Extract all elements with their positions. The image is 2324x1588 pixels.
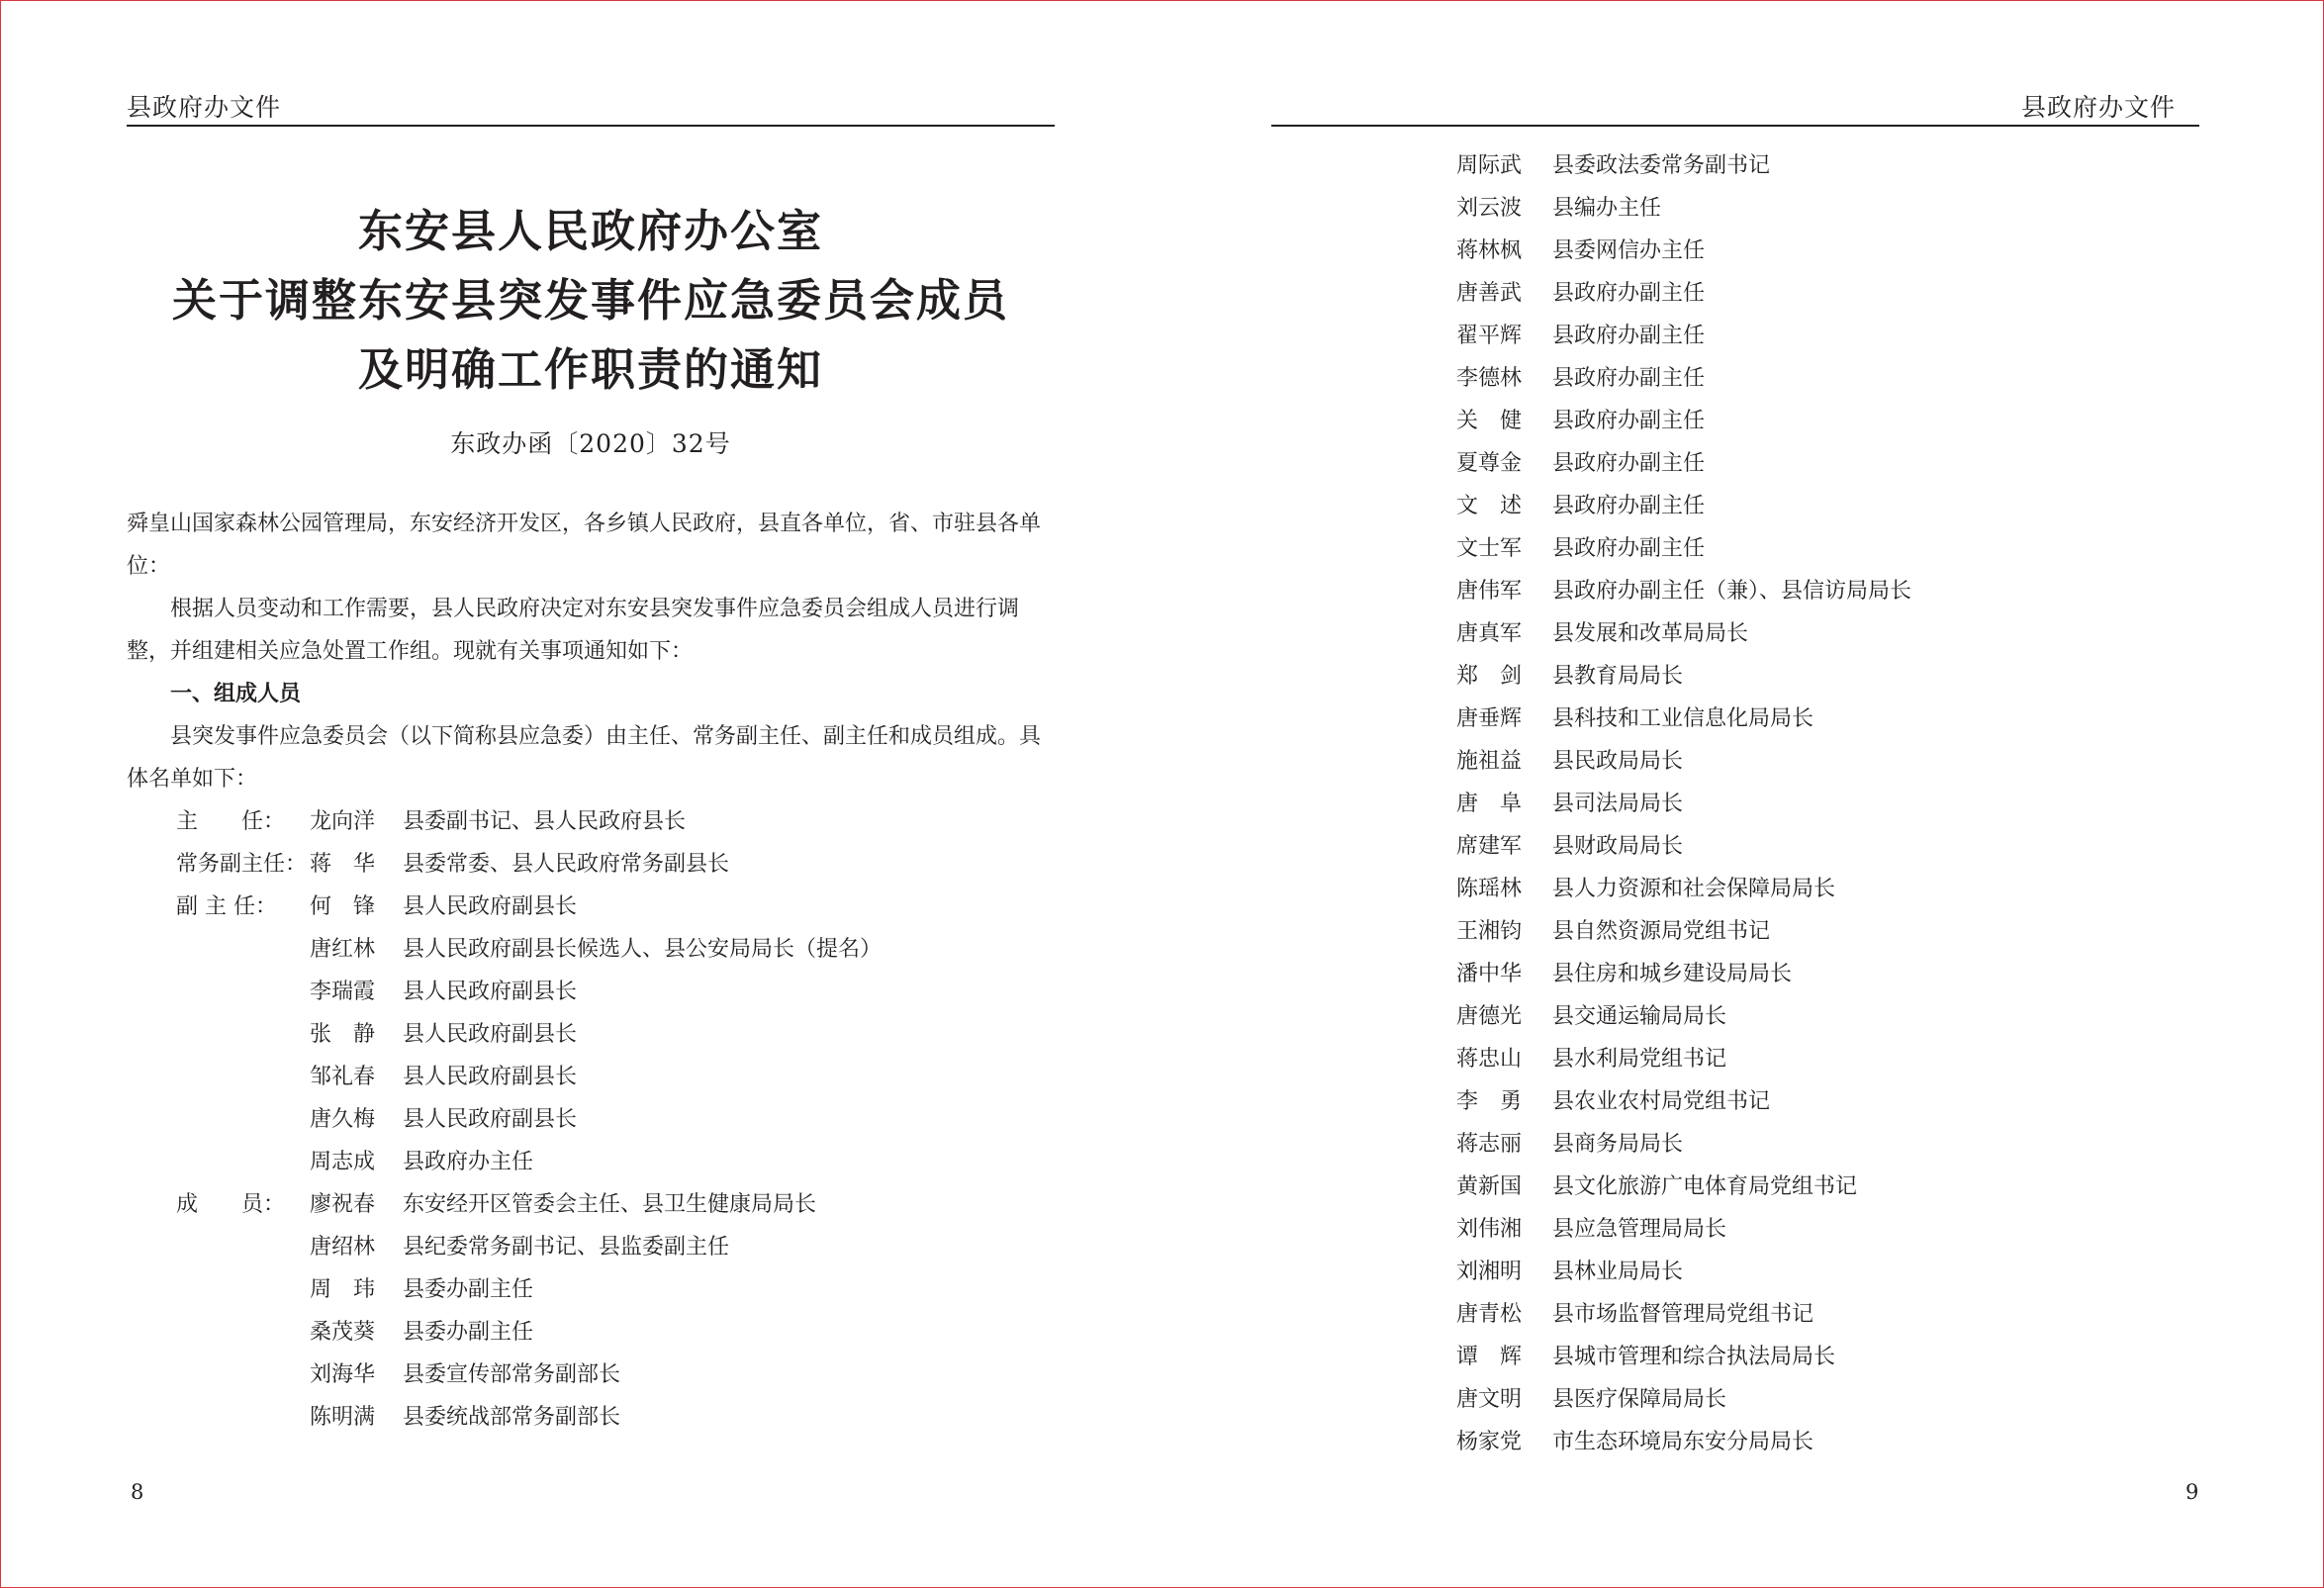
left-page [1, 1, 1162, 1587]
member-row [1456, 1208, 1911, 1251]
header-rule [1271, 125, 2199, 127]
member-name: 夏尊金 [1456, 451, 1523, 476]
title-line: 关于调整东安县突发事件应急委员会成员 [171, 274, 1009, 327]
roster-row [127, 1013, 1055, 1056]
member-row [1456, 400, 1911, 442]
member-title: 县委宣传部常务副部长 [403, 1362, 621, 1387]
roster-row [127, 928, 1055, 971]
header-rule [127, 125, 1055, 127]
member-name: 谭 辉 [1456, 1345, 1523, 1369]
member-name: 唐 阜 [1456, 792, 1523, 816]
member-title: 县自然资源局党组书记 [1552, 919, 1771, 944]
member-name: 唐青松 [1456, 1302, 1523, 1327]
member-row [1456, 315, 1911, 357]
member-title: 县城市管理和综合执法局局长 [1552, 1345, 1836, 1369]
member-name: 唐德光 [1456, 1004, 1523, 1029]
member-title: 县司法局局长 [1552, 792, 1684, 816]
roster-row [127, 1311, 1055, 1354]
member-title: 县水利局党组书记 [1552, 1047, 1727, 1072]
member-row [1456, 1378, 1911, 1421]
member-row [1456, 953, 1911, 995]
page-number: 8 [131, 1480, 144, 1504]
roster-row [127, 1183, 1055, 1226]
member-title: 县政府办副主任 [1552, 494, 1706, 518]
member-title: 县政府办副主任 [1552, 281, 1706, 306]
member-title: 县政府办副主任 [1552, 366, 1706, 391]
member-title: 县委常委、县人民政府常务副县长 [403, 852, 730, 877]
member-name: 蒋志丽 [1456, 1132, 1523, 1157]
running-header: 县政府办文件 [127, 93, 282, 122]
member-name: 蒋忠山 [1456, 1047, 1523, 1072]
member-row [1456, 1421, 1911, 1463]
member-name: 刘湘明 [1456, 1260, 1523, 1284]
member-name: 施祖益 [1456, 749, 1523, 774]
roster-row [127, 971, 1055, 1013]
member-name: 蒋 华 [310, 852, 376, 877]
roster-row [127, 843, 1055, 886]
member-row [1456, 1038, 1911, 1080]
right-page [1162, 1, 2324, 1587]
member-name: 刘云波 [1456, 196, 1523, 221]
member-title: 县委统战部常务副部长 [403, 1405, 621, 1430]
member-name: 唐垂辉 [1456, 706, 1523, 731]
member-name: 周 玮 [310, 1277, 376, 1302]
member-name: 杨家党 [1456, 1430, 1523, 1454]
member-title: 县医疗保障局局长 [1552, 1387, 1727, 1412]
committee-roster [127, 800, 1055, 1439]
role-label: 常务副主任： [176, 852, 308, 877]
roster-row [127, 1226, 1055, 1268]
member-title: 县科技和工业信息化局局长 [1552, 706, 1814, 731]
member-title: 县政府办主任 [403, 1150, 534, 1174]
member-row [1456, 144, 1911, 187]
document-number: 东政办函〔2020〕32号 [450, 429, 731, 458]
title-line: 及明确工作职责的通知 [357, 343, 823, 396]
document-title [127, 197, 1055, 405]
composition-paragraph: 县突发事件应急委员会（以下简称县应急委）由主任、常务副主任、副主任和成员组成。具体名单如下： [127, 724, 1042, 792]
member-row [1456, 612, 1911, 655]
member-row [1456, 1123, 1911, 1166]
member-name: 席建军 [1456, 834, 1523, 859]
member-row [1456, 1293, 1911, 1336]
roster-row [127, 1141, 1055, 1183]
member-name: 周际武 [1456, 153, 1523, 178]
member-row [1456, 187, 1911, 230]
running-header: 县政府办文件 [2020, 93, 2176, 122]
member-title: 县人民政府副县长 [403, 980, 578, 1004]
member-name: 廖祝春 [310, 1192, 376, 1217]
member-name: 龙向洋 [310, 809, 376, 834]
roster-row [127, 1354, 1055, 1396]
member-name: 蒋林枫 [1456, 238, 1523, 263]
member-row [1456, 655, 1911, 698]
member-row [1456, 1251, 1911, 1293]
roster-row [127, 1098, 1055, 1141]
member-row [1456, 740, 1911, 783]
page-number: 9 [2185, 1480, 2199, 1504]
member-row [1456, 1166, 1911, 1208]
roster-row [127, 800, 1055, 843]
member-row [1456, 442, 1911, 485]
member-row [1456, 698, 1911, 740]
roster-row [127, 1056, 1055, 1098]
member-list [1456, 144, 1911, 1463]
member-name: 桑茂葵 [310, 1320, 376, 1345]
member-row [1456, 995, 1911, 1038]
member-name: 张 静 [310, 1022, 376, 1047]
member-title: 县人民政府副县长 [403, 1107, 578, 1132]
member-title: 县人力资源和社会保障局局长 [1552, 877, 1836, 901]
role-label: 副 主 任： [176, 894, 277, 919]
member-name: 翟平辉 [1456, 324, 1523, 348]
member-title: 县委网信办主任 [1552, 238, 1706, 263]
member-title: 县纪委常务副书记、县监委副主任 [403, 1235, 730, 1260]
member-title: 县委办副主任 [403, 1320, 534, 1345]
member-name: 唐伟军 [1456, 579, 1523, 604]
member-row [1456, 570, 1911, 612]
member-row [1456, 1080, 1911, 1123]
member-row [1456, 825, 1911, 868]
member-title: 东安经开区管委会主任、县卫生健康局局长 [403, 1192, 817, 1217]
member-name: 黄新国 [1456, 1174, 1523, 1199]
member-title: 县财政局局长 [1552, 834, 1684, 859]
member-name: 文士军 [1456, 536, 1523, 561]
member-title: 县政府办副主任（兼）、县信访局局长 [1552, 579, 1912, 604]
member-name: 陈明满 [310, 1405, 376, 1430]
member-name: 李德林 [1456, 366, 1523, 391]
member-title: 县人民政府副县长候选人、县公安局局长（提名） [403, 937, 883, 962]
member-title: 县委政法委常务副书记 [1552, 153, 1771, 178]
member-title: 县人民政府副县长 [403, 894, 578, 919]
member-name: 唐绍林 [310, 1235, 376, 1260]
member-row [1456, 357, 1911, 400]
member-name: 唐久梅 [310, 1107, 376, 1132]
member-title: 县文化旅游广电体育局党组书记 [1552, 1174, 1858, 1199]
member-title: 县编办主任 [1552, 196, 1662, 221]
member-name: 唐真军 [1456, 621, 1523, 646]
roster-row [127, 1268, 1055, 1311]
member-title: 县政府办副主任 [1552, 324, 1706, 348]
member-row [1456, 485, 1911, 527]
member-name: 李 勇 [1456, 1089, 1523, 1114]
member-name: 何 锋 [310, 894, 376, 919]
member-title: 县政府办副主任 [1552, 409, 1706, 433]
member-title: 县市场监督管理局党组书记 [1552, 1302, 1814, 1327]
member-title: 县委副书记、县人民政府县长 [403, 809, 687, 834]
member-row [1456, 230, 1911, 272]
member-row [1456, 527, 1911, 570]
roster-row [127, 1396, 1055, 1439]
member-name: 王湘钧 [1456, 919, 1523, 944]
member-name: 潘中华 [1456, 962, 1523, 986]
member-title: 县林业局局长 [1552, 1260, 1684, 1284]
member-name: 郑 剑 [1456, 664, 1523, 689]
member-row [1456, 868, 1911, 910]
recipients-paragraph: 舜皇山国家森林公园管理局，东安经济开发区，各乡镇人民政府，县直各单位，省、市驻县各单位： [127, 512, 1042, 579]
member-title: 县应急管理局局长 [1552, 1217, 1727, 1242]
member-name: 文 述 [1456, 494, 1523, 518]
member-name: 周志成 [310, 1150, 376, 1174]
member-title: 县政府办副主任 [1552, 536, 1706, 561]
intro-paragraph: 根据人员变动和工作需要，县人民政府决定对东安县突发事件应急委员会组成人员进行调整，并组建相关应急处置工作组。现就有关事项通知如下： [127, 597, 1020, 664]
member-title: 县发展和改革局局长 [1552, 621, 1749, 646]
member-name: 邹礼春 [310, 1065, 376, 1089]
member-title: 市生态环境局东安分局局长 [1552, 1430, 1814, 1454]
section-heading: 一、组成人员 [170, 682, 302, 706]
member-title: 县农业农村局党组书记 [1552, 1089, 1771, 1114]
role-label: 成 员： [176, 1192, 286, 1217]
member-name: 李瑞霞 [310, 980, 376, 1004]
member-name: 陈瑶林 [1456, 877, 1523, 901]
member-row [1456, 783, 1911, 825]
member-name: 唐善武 [1456, 281, 1523, 306]
member-title: 县交通运输局局长 [1552, 1004, 1727, 1029]
member-name: 刘海华 [310, 1362, 376, 1387]
member-title: 县人民政府副县长 [403, 1065, 578, 1089]
document-body [127, 503, 1055, 1439]
member-title: 县教育局局长 [1552, 664, 1684, 689]
member-title: 县政府办副主任 [1552, 451, 1706, 476]
member-row [1456, 1336, 1911, 1378]
member-name: 唐红林 [310, 937, 376, 962]
role-label: 主 任： [176, 809, 286, 834]
title-line: 东安县人民政府办公室 [357, 205, 823, 257]
member-row [1456, 910, 1911, 953]
member-title: 县民政局局长 [1552, 749, 1684, 774]
member-row [1456, 272, 1911, 315]
member-name: 唐文明 [1456, 1387, 1523, 1412]
roster-row [127, 886, 1055, 928]
member-title: 县住房和城乡建设局局长 [1552, 962, 1793, 986]
member-title: 县委办副主任 [403, 1277, 534, 1302]
member-title: 县人民政府副县长 [403, 1022, 578, 1047]
member-name: 关 健 [1456, 409, 1523, 433]
member-title: 县商务局局长 [1552, 1132, 1684, 1157]
member-name: 刘伟湘 [1456, 1217, 1523, 1242]
